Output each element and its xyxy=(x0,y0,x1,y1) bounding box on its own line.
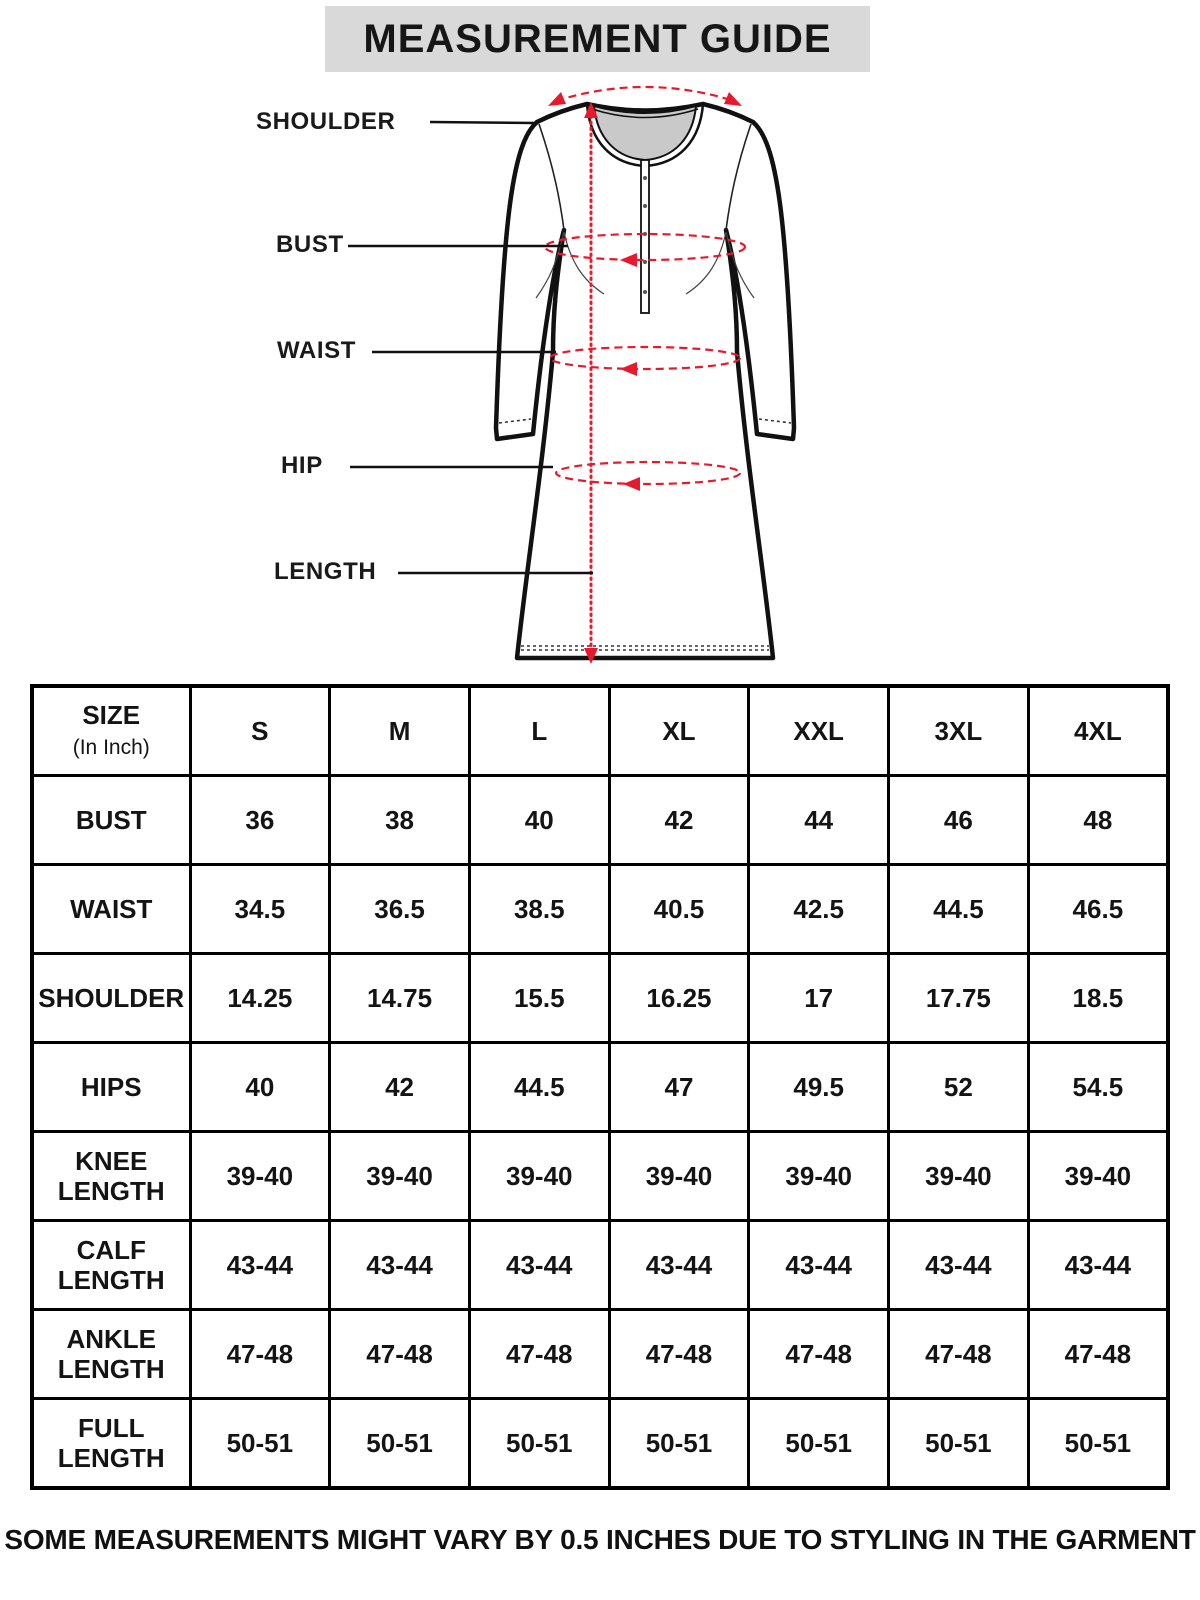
cell: 50-51 xyxy=(330,1399,470,1489)
cell: 54.5 xyxy=(1028,1043,1168,1132)
table-row-ankle-length xyxy=(32,1310,1168,1399)
size-chart-table xyxy=(30,684,1170,1490)
bust-label: BUST xyxy=(276,231,344,258)
shoulder-label: SHOULDER xyxy=(256,108,396,135)
cell: 16.25 xyxy=(609,954,749,1043)
cell: 39-40 xyxy=(609,1132,749,1221)
col-header-xl: XL xyxy=(609,686,749,776)
cell: 42.5 xyxy=(749,865,889,954)
cell: 43-44 xyxy=(609,1221,749,1310)
cell: 47-48 xyxy=(330,1310,470,1399)
cell: 14.25 xyxy=(190,954,330,1043)
cell: 39-40 xyxy=(1028,1132,1168,1221)
cell: 47-48 xyxy=(1028,1310,1168,1399)
table-row-calf-length xyxy=(32,1221,1168,1310)
row-label: FULL LENGTH xyxy=(32,1399,190,1489)
row-label: WAIST xyxy=(32,865,190,954)
cell: 43-44 xyxy=(469,1221,609,1310)
cell: 50-51 xyxy=(889,1399,1029,1489)
col-header-m: M xyxy=(330,686,470,776)
cell: 44.5 xyxy=(469,1043,609,1132)
size-header-cell xyxy=(32,686,190,776)
cell: 40.5 xyxy=(609,865,749,954)
cell: 36 xyxy=(190,776,330,865)
cell: 47-48 xyxy=(190,1310,330,1399)
cell: 47-48 xyxy=(469,1310,609,1399)
cell: 39-40 xyxy=(330,1132,470,1221)
cell: 44.5 xyxy=(889,865,1029,954)
cell: 34.5 xyxy=(190,865,330,954)
cell: 50-51 xyxy=(190,1399,330,1489)
cell: 40 xyxy=(469,776,609,865)
cell: 47-48 xyxy=(889,1310,1029,1399)
garment-illustration xyxy=(0,80,1200,684)
row-label: SHOULDER xyxy=(32,954,190,1043)
col-header-3xl: 3XL xyxy=(889,686,1029,776)
waist-label: WAIST xyxy=(277,337,356,364)
table-row-waist xyxy=(32,865,1168,954)
cell: 43-44 xyxy=(190,1221,330,1310)
row-label: CALF LENGTH xyxy=(32,1221,190,1310)
col-header-4xl: 4XL xyxy=(1028,686,1168,776)
size-header-label: SIZE xyxy=(82,699,141,730)
cell: 36.5 xyxy=(330,865,470,954)
shoulder-measure-arc xyxy=(548,87,742,106)
cell: 48 xyxy=(1028,776,1168,865)
table-row-knee-length xyxy=(32,1132,1168,1221)
cell: 50-51 xyxy=(749,1399,889,1489)
cell: 39-40 xyxy=(749,1132,889,1221)
cell: 46.5 xyxy=(1028,865,1168,954)
table-row-hips xyxy=(32,1043,1168,1132)
hip-label: HIP xyxy=(281,452,323,479)
cell: 38 xyxy=(330,776,470,865)
cell: 43-44 xyxy=(889,1221,1029,1310)
cell: 40 xyxy=(190,1043,330,1132)
col-header-s: S xyxy=(190,686,330,776)
cell: 47-48 xyxy=(609,1310,749,1399)
cell: 15.5 xyxy=(469,954,609,1043)
cell: 52 xyxy=(889,1043,1029,1132)
length-label: LENGTH xyxy=(274,558,377,585)
cell: 39-40 xyxy=(190,1132,330,1221)
header-row xyxy=(32,686,1168,776)
size-header-unit: (In Inch) xyxy=(72,735,150,759)
cell: 43-44 xyxy=(749,1221,889,1310)
table-row-bust xyxy=(32,776,1168,865)
cell: 50-51 xyxy=(1028,1399,1168,1489)
row-label: HIPS xyxy=(32,1043,190,1132)
cell: 42 xyxy=(330,1043,470,1132)
cell: 39-40 xyxy=(469,1132,609,1221)
measurement-diagram xyxy=(0,80,1200,684)
cell: 44 xyxy=(749,776,889,865)
cell: 38.5 xyxy=(469,865,609,954)
footer-note: SOME MEASUREMENTS MIGHT VARY BY 0.5 INCHES DUE TO STYLING IN THE GARMENT xyxy=(4,1524,1196,1555)
table-row-full-length xyxy=(32,1399,1168,1489)
cell: 14.75 xyxy=(330,954,470,1043)
cell: 46 xyxy=(889,776,1029,865)
cell: 39-40 xyxy=(889,1132,1029,1221)
cell: 43-44 xyxy=(330,1221,470,1310)
cell: 49.5 xyxy=(749,1043,889,1132)
cell: 18.5 xyxy=(1028,954,1168,1043)
cell: 43-44 xyxy=(1028,1221,1168,1310)
row-label: KNEE LENGTH xyxy=(32,1132,190,1221)
cell: 50-51 xyxy=(609,1399,749,1489)
row-label: ANKLE LENGTH xyxy=(32,1310,190,1399)
cell: 47 xyxy=(609,1043,749,1132)
cell: 50-51 xyxy=(469,1399,609,1489)
cell: 47-48 xyxy=(749,1310,889,1399)
cell: 42 xyxy=(609,776,749,865)
col-header-xxl: XXL xyxy=(749,686,889,776)
col-header-l: L xyxy=(469,686,609,776)
row-label: BUST xyxy=(32,776,190,865)
button-placket xyxy=(641,160,649,313)
page-title: MEASUREMENT GUIDE xyxy=(325,6,870,72)
cell: 17 xyxy=(749,954,889,1043)
cell: 17.75 xyxy=(889,954,1029,1043)
table-row-shoulder xyxy=(32,954,1168,1043)
